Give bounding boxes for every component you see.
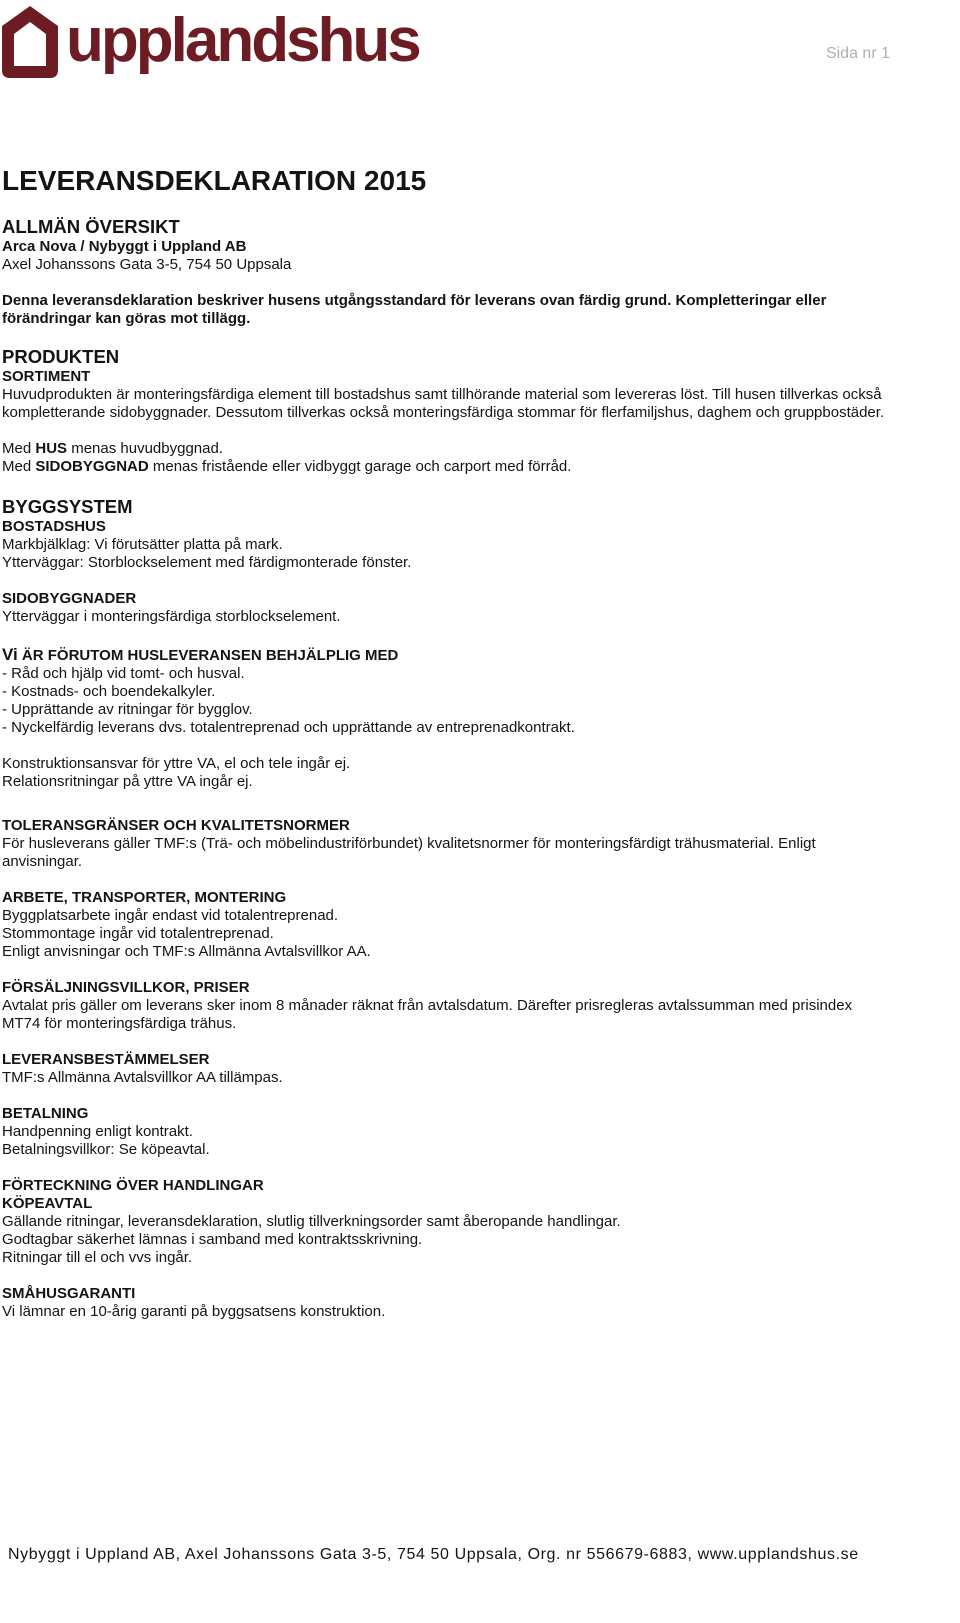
help-heading-rest: ÄR FÖRUTOM HUSLEVERANSEN BEHJÄLPLIG MED [17,647,399,664]
forsaljning-line-1: Avtalat pris gäller om leverans sker inom 8 månader räknat från avtalsdatum. Därefter prisregleras avtalssumman med prisindex [2,997,853,1014]
section-arbete [2,889,947,961]
betalning-heading: BETALNING [2,1105,89,1122]
tolerans-line-1: För husleverans gäller TMF:s (Trä- och möbelindustriförbundet) kvalitetsnormer för monteringsfärdigt trähusmaterial. Enligt [2,835,816,852]
section-help [2,646,947,791]
produkten-heading: PRODUKTEN [2,346,120,367]
arbete-line-2: Stommontage ingår vid totalentreprenad. [2,925,274,942]
company-name: Arca Nova / Nybyggt i Uppland AB [2,238,247,255]
betalning-line-1: Handpenning enligt kontrakt. [2,1123,193,1140]
list-item: - Nyckelfärdig leverans dvs. totalentreprenad och upprättande av entreprenadkontrakt. [2,719,575,736]
leverans-line-1: TMF:s Allmänna Avtalsvillkor AA tillämpas. [2,1069,283,1086]
upplandshus-logo [0,4,420,80]
list-item: - Kostnads- och boendekalkyler. [2,683,216,700]
betalning-line-2: Betalningsvillkor: Se köpeavtal. [2,1141,210,1158]
tolerans-heading: TOLERANSGRÄNSER OCH KVALITETSNORMER [2,817,350,834]
byggsystem-heading: BYGGSYSTEM [2,496,133,517]
document-body [2,163,947,1321]
bostadshus-line-1: Markbjälklag: Vi förutsätter platta på mark. [2,536,283,553]
bostadshus-heading: BOSTADSHUS [2,518,106,535]
section-handlingar [2,1177,947,1267]
hus-suffix: menas huvudbyggnad. [67,440,223,457]
forsaljning-heading: FÖRSÄLJNINGSVILLKOR, PRISER [2,979,250,996]
garanti-line-1: Vi lämnar en 10-årig garanti på byggsatsens konstruktion. [2,1303,386,1320]
help-heading [2,646,947,665]
handlingar-line-2: Godtagbar säkerhet lämnas i samband med kontraktsskrivning. [2,1231,423,1248]
sortiment-line-1: Huvudprodukten är monteringsfärdiga element till bostadshus samt tillhörande material som levereras löst. Till husen tillverkas också [2,386,882,403]
list-item: - Upprättande av ritningar för bygglov. [2,701,253,718]
forsaljning-line-2: MT74 för monteringsfärdiga trähus. [2,1015,237,1032]
section-byggsystem [2,496,947,626]
sido-prefix: Med [2,458,36,475]
intro-line-1: Denna leveransdeklaration beskriver husens utgångsstandard för leverans ovan färdig grund. Kompletteringar eller [2,292,827,309]
sido-term: SIDOBYGGNAD [35,458,149,475]
sidobyggnader-heading: SIDOBYGGNADER [2,590,137,607]
help-note-2: Relationsritningar på yttre VA ingår ej. [2,773,253,790]
page-number: Sida nr 1 [825,45,890,62]
house-logo-icon [0,4,60,80]
sortiment-heading: SORTIMENT [2,368,91,385]
section-garanti [2,1285,947,1321]
arbete-heading: ARBETE, TRANSPORTER, MONTERING [2,889,287,906]
section-leverans [2,1051,947,1087]
section-produkten [2,346,947,476]
document-title: LEVERANSDEKLARATION 2015 [2,165,427,196]
arbete-line-1: Byggplatsarbete ingår endast vid totalentreprenad. [2,907,339,924]
kopeavtal-heading: KÖPEAVTAL [2,1195,93,1212]
handlingar-heading: FÖRTECKNING ÖVER HANDLINGAR [2,1177,264,1194]
intro-line-2: förändringar kan göras mot tillägg. [2,310,251,327]
leverans-heading: LEVERANSBESTÄMMELSER [2,1051,210,1068]
section-tolerans [2,817,947,871]
help-note-1: Konstruktionsansvar för yttre VA, el och tele ingår ej. [2,755,351,772]
page-footer: Nybyggt i Uppland AB, Axel Johanssons Gata 3-5, 754 50 Uppsala, Org. nr 556679-6883, www.upplandshus.se [8,1546,859,1563]
handlingar-line-3: Ritningar till el och vvs ingår. [2,1249,193,1266]
hus-prefix: Med [2,440,36,457]
hus-term: HUS [35,440,68,457]
company-address: Axel Johanssons Gata 3-5, 754 50 Uppsala [2,256,292,273]
arbete-line-3: Enligt anvisningar och TMF:s Allmänna Avtalsvillkor AA. [2,943,371,960]
tolerans-line-2: anvisningar. [2,853,83,870]
section-overview [2,216,947,328]
sortiment-line-2: kompletterande sidobyggnader. Dessutom tillverkas också monteringsfärdiga stommar för flerfamiljshus, daghem och gruppbostäder. [2,404,885,421]
help-heading-vi: Vi [2,645,18,664]
handlingar-line-1: Gällande ritningar, leveransdeklaration, slutlig tillverkningsorder samt åberopande handlingar. [2,1213,621,1230]
section-forsaljning [2,979,947,1033]
sido-suffix: menas fristående eller vidbyggt garage och carport med förråd. [148,458,572,475]
hus-definition [2,440,947,458]
logo-wordmark: upplandshus [66,6,419,75]
list-item: - Råd och hjälp vid tomt- och husval. [2,665,245,682]
overview-heading: ALLMÄN ÖVERSIKT [2,216,180,237]
bostadshus-line-2: Ytterväggar: Storblockselement med färdigmonterade fönster. [2,554,412,571]
sidobyggnad-definition [2,458,947,476]
sidobyggnader-line-1: Ytterväggar i monteringsfärdiga storblockselement. [2,608,341,625]
section-betalning [2,1105,947,1159]
garanti-heading: SMÅHUSGARANTI [2,1285,136,1302]
